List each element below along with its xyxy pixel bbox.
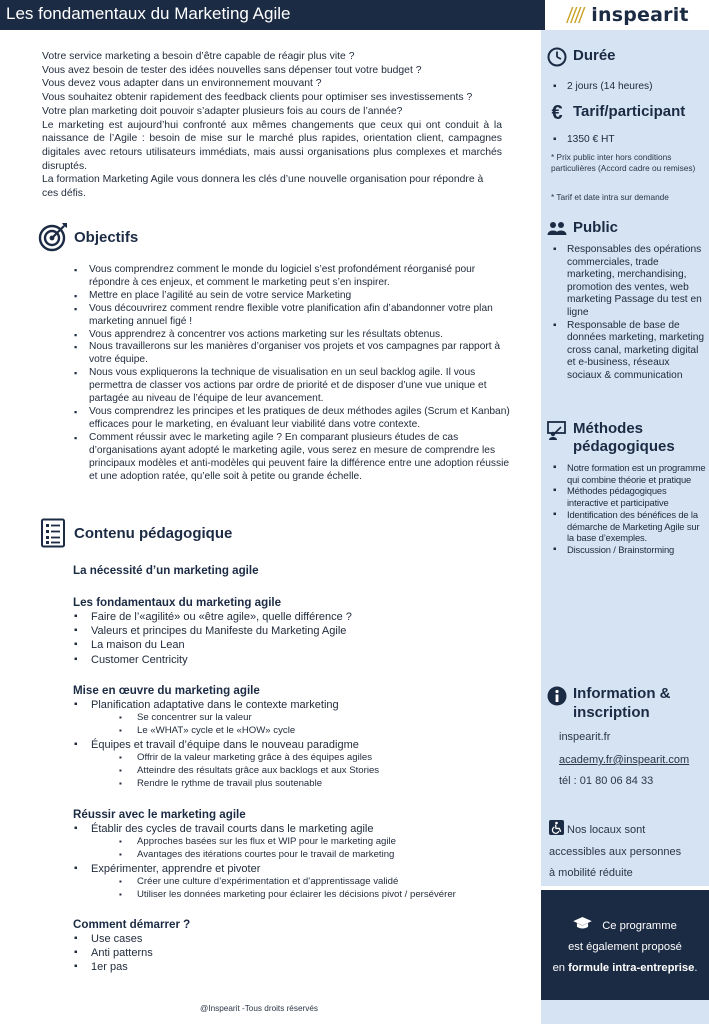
list-item: ▪ Expérimenter, apprendre et pivoter — [73, 862, 456, 876]
people-icon — [547, 219, 567, 239]
objectifs-list — [74, 264, 514, 483]
duree-list — [551, 81, 653, 94]
document-title: Les fondamentaux du Marketing Agile — [6, 4, 291, 23]
accessibility-line: Nos locaux sont — [549, 820, 681, 842]
sub-list-item: ▪ Atteindre des résultats grâce aux backlogs et aux Stories — [73, 765, 379, 778]
list-item: ▪ Use cases — [73, 932, 190, 946]
info-icon — [547, 686, 567, 706]
methodes-heading — [547, 420, 675, 456]
public-list — [551, 244, 705, 383]
list-item: ▪ Discussion / Brainstorming — [551, 544, 707, 556]
email-link[interactable]: academy.fr@inspearit.com — [559, 754, 690, 766]
tarif-title: Tarif/participant — [573, 103, 686, 120]
public-title: Public — [573, 219, 619, 236]
methodes-title — [573, 420, 675, 456]
list-item: ▪ Comment réussir avec le marketing agile ? En comparant plusieurs études de cas d’organisations ayant adopté le marketing agile, vous serez en mesure de comprendre les principaux modèles et anti-modèles qui peuvent faire la différence entre une adoption réussie et une adoption ratée, qu’elle soit à petite ou grande échelle. — [74, 432, 514, 484]
intro-line: Votre plan marketing doit pouvoir s’adapter plusieurs fois au cours de l’année? — [42, 105, 403, 117]
section-title: Mise en œuvre du marketing agile — [73, 684, 260, 697]
sidebar — [541, 30, 709, 1024]
intro-line: Vous avez besoin de tester des idées nouvelles sans dépenser tout votre budget ? — [42, 64, 422, 76]
duree-heading — [547, 47, 616, 67]
section-title: Les fondamentaux du marketing agile — [73, 596, 282, 609]
list-item: ▪ Établir des cycles de travail courts dans le marketing agile — [73, 822, 456, 836]
footer-copyright: @Inspearit -Tous droits réservés — [200, 1004, 318, 1013]
list-item: ▪ Méthodes pédagogiques interactive et participative — [551, 485, 707, 508]
intro-line: Vous devez vous adapter dans un environnement mouvant ? — [42, 78, 322, 90]
list-item: ▪ Responsables des opérations commerciales, trade marketing, merchandising, promotion des ventes, web marketing Passage du test en ligne — [551, 244, 705, 320]
list-item: ▪ Valeurs et principes du Manifeste du Marketing Agile — [73, 624, 352, 638]
info-title — [573, 684, 671, 722]
promo-highlight: formule intra-entreprise — [568, 962, 695, 974]
list-item: ▪ 1350 € HT — [551, 134, 615, 147]
section-title: Réussir avec le marketing agile — [73, 808, 246, 821]
info-title-line: inscription — [573, 704, 650, 721]
phone-number: tél : 01 80 06 84 33 — [559, 775, 654, 787]
accessibility-line: accessibles aux personnes — [549, 845, 682, 858]
promo-line: Ce programme — [541, 916, 709, 937]
methodes-title-line: Méthodes — [573, 420, 644, 437]
info-title-line: Information & — [573, 685, 671, 702]
list-item: ▪ Mettre en place l’agilité au sein de votre service Marketing — [74, 290, 514, 303]
accessibility-line: à mobilité réduite — [549, 867, 633, 879]
section-fondamentaux — [73, 596, 352, 667]
list-item: ▪ 2 jours (14 heures) — [551, 81, 653, 94]
accessibility-note — [549, 820, 681, 885]
wheelchair-icon — [549, 820, 564, 835]
tarif-list — [551, 134, 615, 147]
promo-line: est également proposé — [568, 941, 682, 953]
list-item: ▪ 1er pas — [73, 960, 190, 974]
methodes-title-line: pédagogiques — [573, 438, 675, 455]
clock-icon — [547, 47, 567, 67]
list-item: ▪ Anti patterns — [73, 946, 190, 960]
public-heading — [547, 219, 618, 239]
sub-list-item: ▪ Rendre le rythme de travail plus soutenable — [73, 778, 379, 791]
promo-line: en formule intra-entreprise. — [552, 962, 698, 974]
list-item: ▪ Responsable de base de données marketing, marketing cross canal, marketing digital et e-business, réseaux sociaux & communication — [551, 320, 705, 383]
list-item: ▪ Vous comprendrez les principes et les pratiques de deux méthodes agiles (Scrum et Kanban) efficaces pour le marketing, en évaluant leur viabilité dans votre contexte. — [74, 406, 514, 432]
intro-line: Vous souhaitez obtenir rapidement des feedback clients pour optimiser ses investissements ? — [42, 92, 473, 104]
list-item: ▪ Notre formation est un programme qui combine théorie et pratique — [551, 462, 707, 485]
duree-title: Durée — [573, 47, 616, 64]
list-item: ▪ Nous travaillerons sur les manières d’organiser vos projets et vos campagnes par rapport à votre équipe. — [74, 341, 514, 367]
section-reussir — [73, 808, 456, 902]
website-link[interactable]: inspearit.fr — [559, 731, 611, 743]
section-title: La nécessité d’un marketing agile — [73, 564, 259, 577]
sub-list-item: ▪ Approches basées sur les flux et WIP pour le marketing agile — [73, 836, 456, 849]
sub-list-item: ▪ Utiliser les données marketing pour éclairer les décisions pivot / persévérer — [73, 889, 456, 902]
section-title: Comment démarrer ? — [73, 918, 191, 931]
contenu-title: Contenu pédagogique — [74, 524, 233, 542]
sub-list-item: ▪ Offrir de la valeur marketing grâce à des équipes agiles — [73, 752, 379, 765]
intro-paragraph: Le marketing est aujourd’hui confronté aux mêmes changements que ceux qui ont conduit à la naissance de l’Agile : besoin de mise sur le marché plus rapides, orientation client, campagnes digitales avec retours utilisateurs immédiats, mais aussi organisations plus complexes et marchés disruptés. — [42, 119, 502, 172]
target-icon — [38, 222, 68, 252]
teacher-board-icon — [547, 420, 567, 440]
list-item: ▪ Équipes et travail d’équipe dans le nouveau paradigme — [73, 738, 379, 752]
section-mise-en-oeuvre — [73, 684, 379, 790]
tarif-note: * Tarif et date intra sur demande — [551, 192, 669, 202]
list-item: ▪ Vous découvrirez comment rendre flexible votre planification afin d’abandonner votre plan marketing annuel figé ! — [74, 303, 514, 329]
objectifs-title: Objectifs — [74, 228, 139, 246]
list-item: ▪ Customer Centricity — [73, 653, 352, 667]
document-title-bar — [0, 0, 545, 30]
intro-text — [42, 50, 502, 201]
graduation-cap-icon — [573, 917, 592, 930]
section-demarrer — [73, 918, 190, 975]
list-item: ▪ Planification adaptative dans le contexte marketing — [73, 698, 379, 712]
euro-icon: € — [551, 102, 563, 124]
list-item: ▪ Nous vous expliquerons la technique de visualisation en un seul backlog agile. Il vous permettra de classer vos actions par ordre de priorité et de disposer d’une vue unique et partagée au niveau de l’équipe de leur avancement. — [74, 367, 514, 406]
tarif-note: * Prix public inter hors conditions particulières (Accord cadre ou remises) — [551, 152, 696, 173]
brand-mark-icon — [565, 6, 587, 24]
section-necessite — [73, 564, 259, 578]
objectifs-heading — [38, 222, 138, 252]
contenu-heading — [38, 518, 232, 548]
brand-logo — [545, 0, 709, 30]
sub-list-item: ▪ Le «WHAT» cycle et le «HOW» cycle — [73, 725, 379, 738]
list-item: ▪ Vous apprendrez à concentrer vos actions marketing sur les résultats obtenus. — [74, 329, 514, 342]
sub-list-item: ▪ Se concentrer sur la valeur — [73, 712, 379, 725]
intro-paragraph: La formation Marketing Agile vous donnera les clés d’une nouvelle organisation pour répondre à ces défis. — [42, 174, 484, 200]
tarif-heading — [547, 103, 685, 123]
info-heading — [547, 684, 671, 722]
list-item: ▪ Faire de l’«agilité» ou «être agile», quelle différence ? — [73, 610, 352, 624]
brand-name: inspearit — [591, 4, 689, 26]
list-item: ▪ La maison du Lean — [73, 638, 352, 652]
checklist-icon — [38, 518, 68, 548]
methodes-list — [551, 462, 707, 556]
sub-list-item: ▪ Avantages des itérations courtes pour le travail de marketing — [73, 849, 456, 862]
sub-list-item: ▪ Créer une culture d’expérimentation et d’apprentissage validé — [73, 876, 456, 889]
list-item: ▪ Vous comprendrez comment le monde du logiciel s’est profondément réorganisé pour répondre à ces enjeux, et comment le marketing peut s’en inspirer. — [74, 264, 514, 290]
intra-entreprise-promo — [541, 886, 709, 1000]
list-item: ▪ Identification des bénéfices de la démarche de Marketing Agile sur la base d’exemples. — [551, 509, 707, 544]
intro-line: Votre service marketing a besoin d’être capable de réagir plus vite ? — [42, 51, 355, 62]
